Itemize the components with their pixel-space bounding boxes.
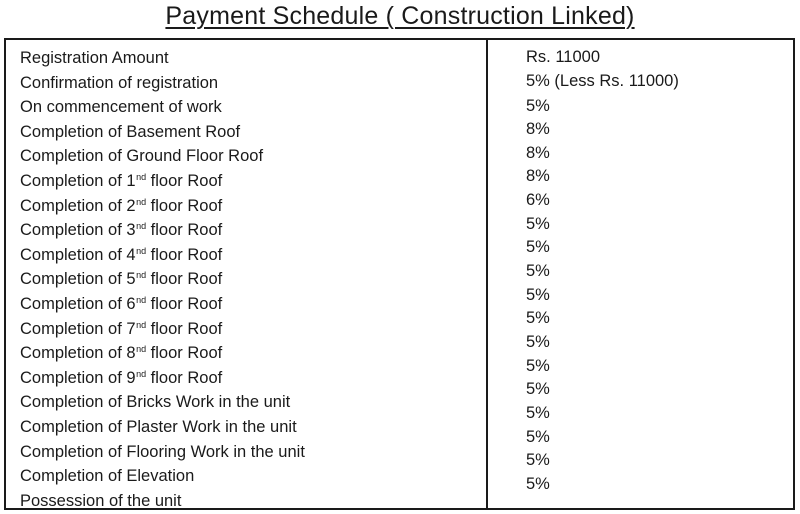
- stage-label: Confirmation of registration: [20, 73, 219, 92]
- payment-value: 8%: [526, 120, 550, 138]
- ordinal-suffix: nd: [136, 245, 147, 256]
- stage-label: [20, 292, 305, 317]
- stage-column: [20, 46, 305, 513]
- stage-label: On commencement of work: [20, 98, 222, 117]
- stage-label: [20, 317, 305, 342]
- stage-label: [20, 243, 305, 268]
- stage-label: [20, 218, 305, 243]
- stage-label-text: floor Roof: [146, 319, 223, 338]
- stage-label-text: Completion of 3: [20, 221, 136, 240]
- stage-label: Completion of Elevation: [20, 467, 195, 486]
- stage-label: [20, 169, 305, 194]
- stage-label: Completion of Plaster Work in the unit: [20, 417, 297, 436]
- stage-label-text: floor Roof: [146, 196, 223, 215]
- payment-column: [526, 46, 679, 497]
- ordinal-suffix: nd: [136, 319, 147, 330]
- stage-label-text: Completion of 4: [20, 245, 136, 264]
- payment-value: 5%: [526, 380, 550, 399]
- stage-label-text: floor Roof: [146, 344, 223, 363]
- stage-label-text: Completion of 2: [20, 196, 136, 215]
- stage-label: [20, 341, 305, 366]
- payment-value: 8%: [526, 143, 550, 162]
- ordinal-suffix: nd: [136, 344, 147, 355]
- payment-value: 5% (Less Rs. 11000): [526, 72, 679, 90]
- stage-label: Completion of Bricks Work in the unit: [20, 393, 291, 412]
- stage-label-text: floor Roof: [146, 245, 223, 264]
- stage-label-text: Completion of 6: [20, 294, 136, 313]
- stage-label: Completion of Basement Roof: [20, 122, 241, 141]
- stage-label-text: floor Roof: [146, 270, 223, 289]
- payment-value: 5%: [526, 261, 550, 280]
- payment-value: 5%: [526, 427, 550, 446]
- stage-label: Completion of Ground Floor Roof: [20, 147, 264, 166]
- stage-label-text: floor Roof: [146, 294, 223, 313]
- payment-value: 5%: [526, 238, 550, 257]
- ordinal-suffix: nd: [136, 196, 147, 207]
- stage-label: Completion of Flooring Work in the unit: [20, 442, 305, 461]
- stage-label: [20, 194, 305, 219]
- payment-schedule-table: [4, 38, 795, 510]
- payment-value: 5%: [526, 356, 550, 375]
- stage-label: Registration Amount: [20, 49, 169, 67]
- stage-label-text: Completion of 5: [20, 270, 136, 289]
- payment-value: 5%: [526, 451, 550, 470]
- stage-label-text: Completion of 9: [20, 368, 136, 387]
- page-title: Payment Schedule ( Construction Linked): [165, 2, 635, 30]
- stage-label: [20, 366, 305, 391]
- payment-value: 5%: [526, 404, 550, 423]
- payment-value: 5%: [526, 333, 550, 351]
- stage-label: [20, 267, 305, 292]
- stage-label-text: floor Roof: [146, 368, 223, 387]
- ordinal-suffix: nd: [136, 171, 147, 182]
- payment-value: 5%: [526, 309, 550, 328]
- payment-value: 5%: [526, 96, 550, 115]
- stage-label-text: floor Roof: [146, 221, 223, 240]
- payment-value: 6%: [526, 190, 550, 209]
- stage-label-text: floor Roof: [146, 171, 223, 190]
- stage-label-text: Completion of 7: [20, 319, 136, 338]
- payment-value: 5%: [526, 285, 550, 304]
- payment-value: 5%: [526, 214, 550, 233]
- ordinal-suffix: nd: [136, 368, 147, 379]
- column-divider: [486, 40, 488, 508]
- ordinal-suffix: nd: [136, 221, 147, 232]
- payment-value: 8%: [526, 167, 550, 186]
- stage-label-text: Completion of 8: [20, 344, 136, 363]
- ordinal-suffix: nd: [136, 294, 147, 305]
- stage-label-text: Completion of 1: [20, 171, 136, 190]
- payment-value: Rs. 11000: [526, 48, 600, 66]
- ordinal-suffix: nd: [136, 270, 147, 281]
- payment-value: 5%: [526, 475, 550, 494]
- stage-label: Possession of the unit: [20, 491, 182, 510]
